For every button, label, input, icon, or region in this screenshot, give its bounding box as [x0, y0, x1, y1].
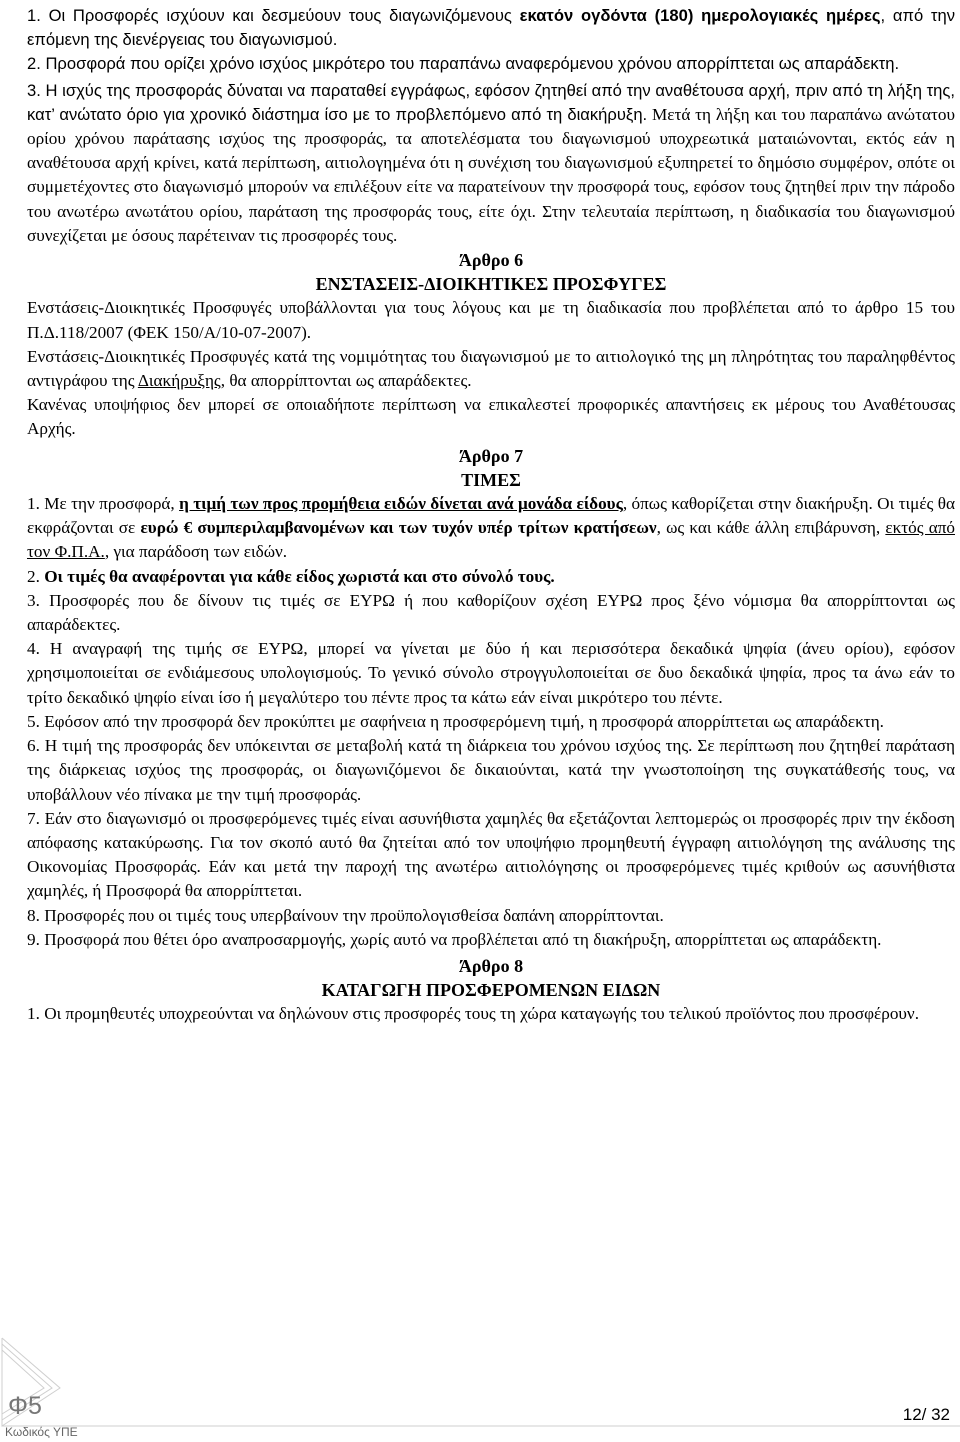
text-span: 1. Με την προσφορά,: [27, 494, 180, 514]
text-span: 1. Οι Προσφορές ισχύουν και δεσμεύουν τους διαγωνιζόμενους: [27, 6, 520, 25]
article-7-item-7: 7. Εάν στο διαγωνισμό οι προσφερόμενες τιμές είναι ασυνήθιστα χαμηλές θα εξετάζονται λεπτομερώς οι προσφορές πριν την έκδοση απόφασης κατακύρωσης. Για τον σκοπό αυτό θα ζητείται από τον υποψήφιο προμηθευτή έγγραφη αιτιολόγηση της ανάλυσης της Οικονομίας Προσφοράς. Εάν και μετά την παροχή της ανωτέρω αιτιολόγησης οι προσφερόμενες τιμές κριθούν ως ασυνήθιστα χαμηλές, ή Προσφορά θα απορρίπτεται.: [27, 808, 955, 901]
footer-decoration: [0, 1330, 960, 1442]
text-span: , ως και κάθε άλλη επιβάρυνση,: [656, 518, 886, 538]
text-span: Ενστάσεις-Διοικητικές Προσφυγές κατά της νομιμότητας του διαγωνισμού με το αιτιολογικό της μη πληρότητας του παραληφθέντος αντιγράφου της: [27, 346, 955, 391]
text-span: 2.: [27, 566, 45, 586]
article-7-heading: Άρθρο 7: [458, 445, 524, 466]
article-7-item-3: 3. Προσφορές που δε δίνουν τις τιμές σε ΕΥΡΩ ή που καθορίζουν σχέση ΕΥΡΩ προς ξένο νόμισμα θα απορρίπτονται ως απαράδεκτες.: [27, 590, 955, 635]
article-7-item-4: 4. Η αναγραφή της τιμής σε ΕΥΡΩ, μπορεί να γίνεται με δύο ή και περισσότερα δεκαδικά ψηφία (άνευ ορίου), εφόσον χρησιμοποιείται σε ενδιάμεσους υπολογισμούς. Το γενικό σύνολο στρογγυλοποιείται σε δυο δεκαδικά ψηφία, προς τα άνω εάν το τρίτο δεκαδικό ψηφίο είναι ίσο ή μεγαλύτερο του πέντε προς τα κάτω εάν είναι μικρότερο του πέντε.: [27, 639, 955, 707]
article-8-title: ΚΑΤΑΓΩΓΗ ΠΡΟΣΦΕΡΟΜΕΝΩΝ ΕΙΔΩΝ: [321, 980, 661, 1001]
underlined-text: εκτός από τον Φ.Π.Α.: [27, 518, 955, 562]
text-span: , για παράδοση των ειδών.: [104, 542, 288, 562]
text-span: , όπως καθορίζεται στην διακήρυξη. Οι τιμές θα εκφράζονται σε: [27, 494, 955, 538]
footer-code: Φ5: [8, 1392, 42, 1420]
text-span: Μετά τη λήξη και του παραπάνω ανώτατου ορίου χρόνου παράτασης ισχύος της προσφοράς, τα αποτελέσματα του διαγωνισμού υποχρεωτικά ματαιώνονται, εκτός εάν η αναθέτουσα αρχή κρίνει, κατά περίπτωση, αιτιολογημένα ότι η συνέχιση του διαγωνισμού εξυπηρετεί το δημόσιο συμφέρον, οπότε οι συμμετέχοντες στο διαγωνισμό μπορούν να επιλέξουν είτε να παρατείνουν την προσφορά τους, εφόσον τους ζητηθεί πριν την πάροδο του ανωτέρω ανωτάτου ορίου, παράταση της προσφοράς τους, είτε όχι. Στην τελευταία περίπτωση, η διαδικασία του διαγωνισμού συνεχίζεται με όσους παρέτειναν τις προσφορές τους.: [27, 104, 955, 245]
validity-paragraph-1: [27, 4, 955, 52]
article-6-paragraph-2: [27, 345, 955, 393]
article-7-item-6: 6. Η τιμή της προσφοράς δεν υπόκεινται σε μεταβολή κατά τη διάρκεια του χρόνου ισχύος της. Σε περίπτωση που ζητηθεί παράταση της διάρκειας ισχύος της προσφοράς, οι διαγωνιζόμενοι δε δικαιούνται, κατά την γνωστοποίηση της συγκατάθεσής τους, να υποβάλλουν νέο πίνακα με την τιμή προσφοράς.: [27, 736, 955, 804]
article-8-item-1: 1. Οι προμηθευτές υποχρεούνται να δηλώνουν στις προσφορές τους τη χώρα καταγωγής του τελικού προϊόντος που προσφέρουν.: [27, 1004, 919, 1024]
document-body: [27, 4, 955, 1027]
article-7-item-9: 9. Προσφορά που θέτει όρο αναπροσαρμογής, χωρίς αυτό να προβλέπεται από τη διακήρυξη, απορρίπτεται ως απαράδεκτη.: [27, 929, 882, 949]
validity-paragraph-3: [27, 79, 955, 248]
article-6-paragraph-1: Ενστάσεις-Διοικητικές Προσφυγές υποβάλλονται για τους λόγους και με τη διαδικασία που προβλέπεται από το άρθρο 15 του Π.Δ.118/2007 (ΦΕΚ 150/Α/10-07-2007).: [27, 298, 955, 342]
article-7-item-8: 8. Προσφορές που οι τιμές τους υπερβαίνουν την προϋπολογισθείσα δαπάνη απορρίπτονται.: [27, 905, 664, 925]
underlined-text: Διακήρυξης: [137, 371, 221, 391]
article-6-title: ΕΝΣΤΑΣΕΙΣ-ΔΙΟΙΚΗΤΙΚΕΣ ΠΡΟΣΦΥΓΕΣ: [315, 274, 667, 295]
bold-text: ευρώ € συμπεριλαμβανομένων και των τυχόν υπέρ τρίτων κρατήσεων: [140, 518, 657, 538]
article-7-item-1: [27, 492, 955, 565]
page-number: 12/ 32: [902, 1405, 950, 1424]
article-6-heading: Άρθρο 6: [458, 250, 524, 271]
footer-org-label: Κωδικός ΥΠΕ: [5, 1425, 78, 1439]
bold-underlined-text: η τιμή των προς προμήθεια ειδών δίνεται ανά μονάδα είδους: [179, 494, 623, 514]
article-6-paragraph-3: Κανένας υποψήφιος δεν μπορεί σε οποιαδήποτε περίπτωση να επικαλεστεί προφορικές απαντήσεις εκ μέρους του Αναθέτουσας Αρχής.: [27, 395, 955, 439]
text-span: , από την επόμενη της διενέργειας του διαγωνισμού.: [27, 6, 955, 50]
text-span: , θα απορρίπτονται ως απαράδεκτες.: [220, 371, 472, 391]
validity-paragraph-2: 2. Προσφορά που ορίζει χρόνο ισχύος μικρότερο του παραπάνω αναφερόμενου χρόνου απορρίπτεται ως απαράδεκτη.: [27, 54, 900, 74]
bold-text: Οι τιμές θα αναφέρονται για κάθε είδος χωριστά και στο σύνολό τους.: [44, 566, 555, 586]
article-7-item-5: 5. Εφόσον από την προσφορά δεν προκύπτει με σαφήνεια η προσφερόμενη τιμή, η προσφορά απορρίπτεται ως απαράδεκτη.: [27, 711, 884, 731]
article-8-heading: Άρθρο 8: [458, 955, 524, 976]
text-span: 3. Η ισχύς της προσφοράς δύναται να παραταθεί εγγράφως, εφόσον ζητηθεί από την αναθέτουσα αρχή, πριν από τη λήξη της, κατ’ ανώτατο όριο για χρονικό διάστημα ίσο με το προβλεπόμενο από τη διακήρυξη.: [27, 80, 955, 124]
validity-period-bold: εκατόν ογδόντα (180) ημερολογιακές ημέρες: [519, 6, 881, 25]
article-7-item-2: [27, 565, 955, 589]
article-7-title: ΤΙΜΕΣ: [461, 469, 521, 490]
